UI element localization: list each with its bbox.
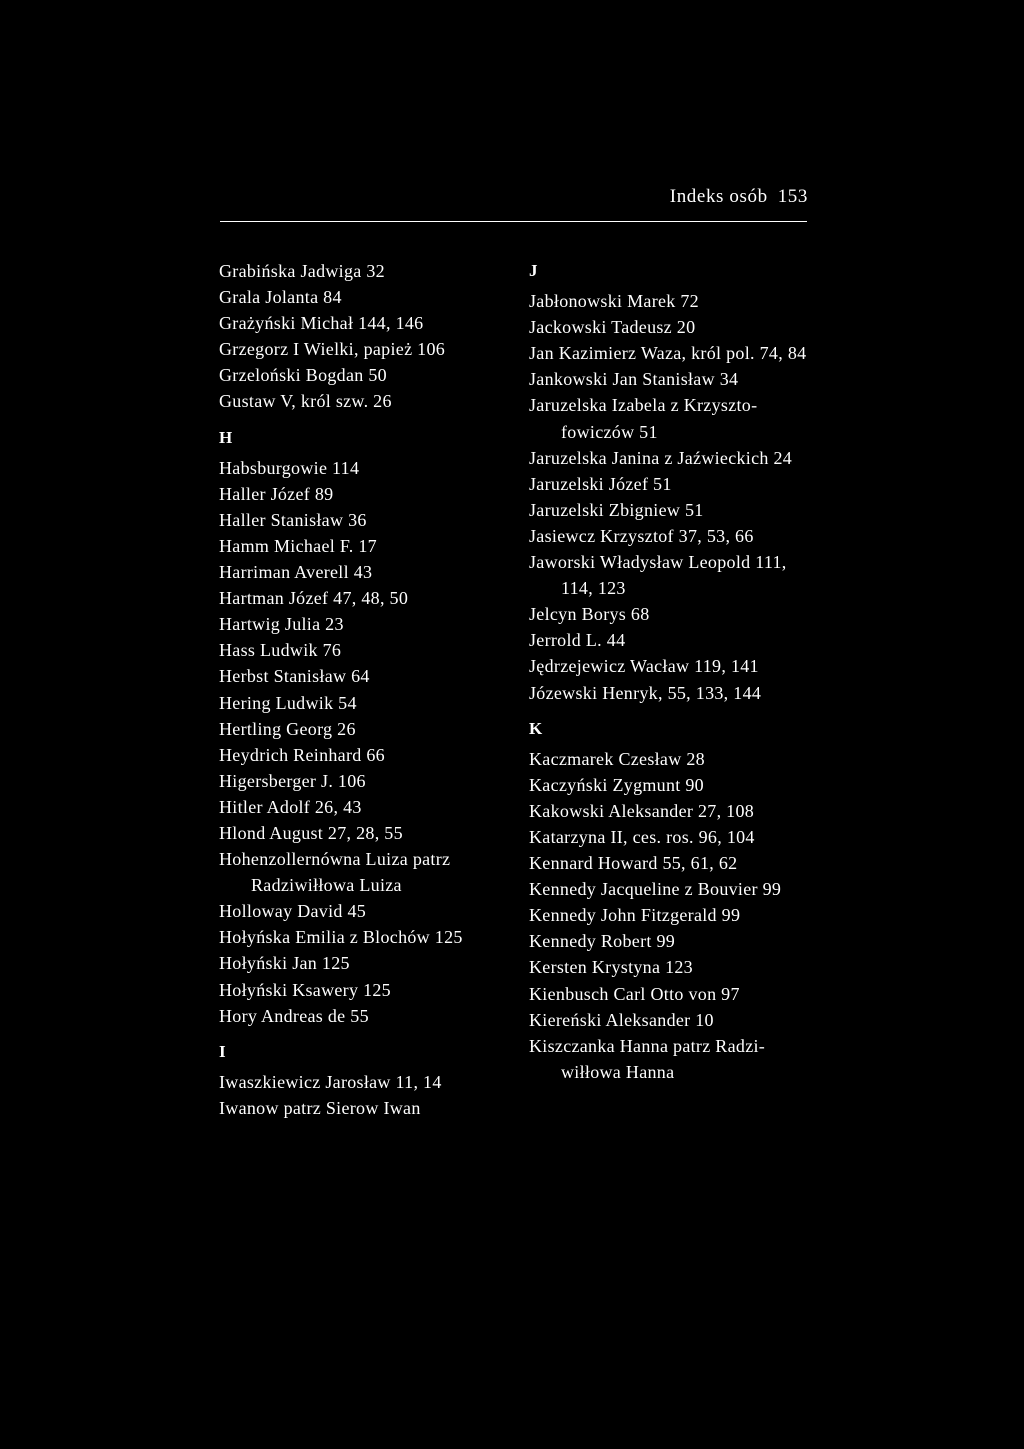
index-entry: Hering Ludwik 54 xyxy=(219,692,357,713)
index-entry: Jasiewcz Krzysztof 37, 53, 66 xyxy=(529,525,754,546)
index-entry: Jaruzelska Izabela z Krzyszto- fowiczów 51 xyxy=(529,395,758,442)
index-entry: Kiszczanka Hanna patrz Radzi- wiłłowa Hanna xyxy=(529,1035,766,1082)
page-number: 153 xyxy=(777,186,808,207)
index-entry: Jabłonowski Marek 72 xyxy=(529,291,699,312)
index-entry: Haller Józef 89 xyxy=(219,483,334,504)
index-entry: Józewski Henryk, 55, 133, 144 xyxy=(529,682,762,703)
index-title: Indeks osób xyxy=(669,186,768,207)
index-entry: Kennedy John Fitzgerald 99 xyxy=(529,905,741,926)
index-column-left xyxy=(219,258,509,1121)
index-entry: Hołyńska Emilia z Blochów 125 xyxy=(219,927,463,948)
index-entry: Habsburgowie 114 xyxy=(219,457,360,478)
index-entry: Grabińska Jadwiga 32 xyxy=(219,261,385,281)
index-entry: Jaruzelski Zbigniew 51 xyxy=(529,499,704,520)
index-column-right xyxy=(529,258,814,1085)
index-entry: Grażyński Michał 144, 146 xyxy=(219,313,424,334)
index-entry: Grzegorz I Wielki, papież 106 xyxy=(219,339,446,360)
header-rule xyxy=(220,221,807,222)
index-entry: Jackowski Tadeusz 20 xyxy=(529,317,696,338)
index-entry: Kaczyński Zygmunt 90 xyxy=(529,774,704,795)
section-letter-j: J xyxy=(529,261,538,280)
index-entry: Jankowski Jan Stanisław 34 xyxy=(529,369,739,390)
index-entry: Kennard Howard 55, 61, 62 xyxy=(529,853,738,874)
index-entry: Holloway David 45 xyxy=(219,901,367,922)
index-entry: Kaczmarek Czesław 28 xyxy=(529,748,705,769)
section-letter-k: K xyxy=(529,718,543,738)
index-entry: Hertling Georg 26 xyxy=(219,718,356,739)
index-entry: Jaruzelski Józef 51 xyxy=(529,473,672,494)
index-entry: Higersberger J. 106 xyxy=(219,770,366,791)
index-entry: Iwaszkiewicz Jarosław 11, 14 xyxy=(219,1071,442,1092)
section-letter-i: I xyxy=(219,1041,226,1061)
section-letter-h: H xyxy=(219,427,233,447)
index-entry: Hlond August 27, 28, 55 xyxy=(219,822,403,843)
index-entry: Kakowski Aleksander 27, 108 xyxy=(529,800,755,821)
index-entry: Gustaw V, król szw. 26 xyxy=(219,391,392,412)
index-entry: Hartwig Julia 23 xyxy=(219,614,344,635)
index-entry: Kienbusch Carl Otto von 97 xyxy=(529,983,740,1004)
index-entry: Jaruzelska Janina z Jaźwieckich 24 xyxy=(529,447,793,468)
index-entry: Heydrich Reinhard 66 xyxy=(219,744,385,765)
index-entry: Grala Jolanta 84 xyxy=(219,287,342,308)
index-entry: Haller Stanisław 36 xyxy=(219,509,367,530)
index-entry: Kersten Krystyna 123 xyxy=(529,957,693,978)
index-entry: Hohenzollernówna Luiza patrz Radziwiłłowa Luiza xyxy=(219,849,451,896)
index-entry: Jaworski Władysław Leopold 111, 114, 123 xyxy=(529,552,787,599)
index-entry: Grzeloński Bogdan 50 xyxy=(219,365,387,386)
index-entry: Jerrold L. 44 xyxy=(529,630,626,651)
index-entry: Harriman Averell 43 xyxy=(219,562,373,583)
index-entry: Katarzyna II, ces. ros. 96, 104 xyxy=(529,826,755,847)
index-entry: Hory Andreas de 55 xyxy=(219,1005,369,1026)
index-entry: Jelcyn Borys 68 xyxy=(529,604,650,625)
index-entry: Iwanow patrz Sierow Iwan xyxy=(219,1097,421,1118)
index-entry: Hamm Michael F. 17 xyxy=(219,535,377,556)
index-entry: Hartman Józef 47, 48, 50 xyxy=(219,588,409,609)
index-entry: Kiereński Aleksander 10 xyxy=(529,1009,714,1030)
index-entry: Jędrzejewicz Wacław 119, 141 xyxy=(529,656,759,677)
index-entry: Jan Kazimierz Waza, król pol. 74, 84 xyxy=(529,343,807,364)
index-entry: Kennedy Robert 99 xyxy=(529,931,676,952)
running-head xyxy=(670,186,808,208)
index-entry: Hołyński Ksawery 125 xyxy=(219,979,391,1000)
index-entry: Kennedy Jacqueline z Bouvier 99 xyxy=(529,879,782,900)
index-entry: Hass Ludwik 76 xyxy=(219,640,342,661)
index-entry: Herbst Stanisław 64 xyxy=(219,666,370,687)
index-entry: Hitler Adolf 26, 43 xyxy=(219,796,362,817)
index-entry: Hołyński Jan 125 xyxy=(219,953,350,974)
